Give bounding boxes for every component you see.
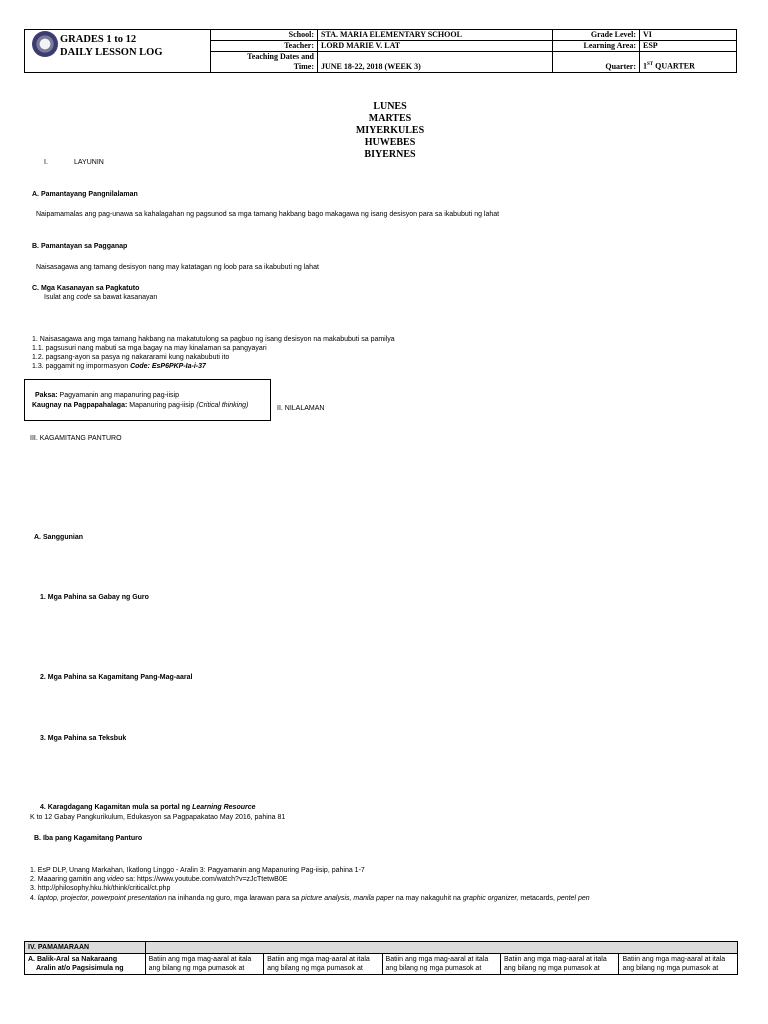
paksa-box — [24, 379, 271, 421]
balik-aral-label — [25, 954, 146, 975]
day-huwebes: HUWEBES — [364, 137, 416, 148]
day-biyernes: BIYERNES — [364, 149, 416, 160]
cell-line2: ang bilang ng mga pumasok at — [504, 965, 600, 972]
kaugnay-label: Kaugnay na Pagpapahalaga: — [32, 402, 128, 409]
cell-line1: Batiin ang mga mag-aaral at itala — [267, 956, 370, 963]
deped-seal-icon — [32, 31, 58, 57]
cell-line1: Batiin ang mga mag-aaral at itala — [385, 956, 489, 963]
day-lunes: LUNES — [373, 101, 407, 112]
learning-area-value: ESP — [640, 41, 737, 52]
pamantayang-pangnilalaman-heading: A. Pamantayang Pangnilalaman — [32, 191, 138, 198]
kasanayan-sub-post: sa bawat kasanayan — [91, 294, 158, 301]
sanggunian-heading: A. Sanggunian — [34, 534, 83, 541]
kagamitang-panturo-heading: III. KAGAMITANG PANTURO — [30, 435, 122, 442]
grade-level-label: Grade Level: — [553, 30, 640, 41]
kasanayan-item-1-2: 1.2. pagsang-ayon sa pasya ng nakararami kung nakabubuti ito — [32, 354, 230, 361]
kasanayan-item-1-1: 1.1. pagsusuri nang mabuti sa mga bagay na may kinalaman sa pangyayari — [32, 345, 267, 352]
reference-3: 3. http://philosophy.hku.hk/think/critical/ct.php — [30, 885, 171, 892]
reference-4 — [30, 894, 590, 903]
school-label: School: — [211, 30, 318, 41]
reference-2 — [30, 875, 287, 884]
pamamaraan-heading-fill — [145, 942, 737, 954]
cell-line1: Batiin ang mga mag-aaral at itala — [622, 956, 726, 963]
paksa-label: Paksa: — [35, 392, 58, 399]
reference-4-num: 4. — [30, 895, 38, 902]
nilalaman-heading: II. NILALAMAN — [277, 405, 325, 412]
kasanayan-sub-italic: code — [76, 294, 92, 301]
reference-2-pre: 2. Maaaring gamitin ang — [30, 876, 108, 883]
day-martes: MARTES — [368, 113, 412, 124]
gabay-guro-heading: 1. Mga Pahina sa Gabay ng Guro — [40, 594, 149, 601]
grade-level-value: VI — [640, 30, 737, 41]
balik-aral-lunes — [145, 954, 263, 975]
learning-area-label: Learning Area: — [553, 41, 640, 52]
kagamitang-pang-mag-aaral-heading: 2. Mga Pahina sa Kagamitang Pang-Mag-aaral — [40, 674, 193, 681]
dates-label — [211, 52, 318, 73]
layunin-number: I. — [44, 159, 48, 166]
balik-aral-huwebes — [501, 954, 619, 975]
reference-4-italic-3: graphic organizer, — [462, 895, 519, 902]
quarter-value — [640, 52, 737, 73]
header-title — [60, 33, 163, 59]
kaugnay-line — [32, 401, 248, 410]
kaugnay-value: Mapanuring pag-iisip — [127, 402, 197, 409]
balik-aral-martes — [264, 954, 382, 975]
dates-label-line2: Time: — [293, 62, 314, 71]
iba-pang-kagamitan-heading: B. Iba pang Kagamitang Panturo — [34, 835, 143, 842]
karagdagang-pre: 4. Karagdagang Kagamitan mula sa portal ng — [40, 804, 193, 811]
reference-2-post: sa: https://www.youtube.com/watch?v=zJcTtetwB0E — [123, 876, 288, 883]
header-title-line1: GRADES 1 to 12 — [60, 34, 137, 45]
kasanayan-subtext — [44, 293, 157, 302]
balik-aral-label-line1: A. Balik-Aral sa Nakaraang — [28, 956, 118, 963]
cell-line2: ang bilang ng mga pumasok at — [148, 965, 245, 972]
reference-2-italic: video — [107, 876, 124, 883]
kasanayan-item-1-3-text: 1.3. paggamit ng impormasyon — [32, 363, 131, 370]
quarter-value-sup: ST — [647, 62, 654, 68]
cell-line2: ang bilang ng mga pumasok at — [385, 965, 482, 972]
teacher-value: LORD MARIE V. LAT — [318, 41, 553, 52]
balik-aral-miyerkules — [382, 954, 500, 975]
kaugnay-italic: (Critical thinking) — [196, 402, 249, 409]
teacher-label: Teacher: — [211, 41, 318, 52]
reference-4-text-3: metacards, — [518, 895, 557, 902]
pamamaraan-heading: IV. PAMAMARAAN — [25, 942, 146, 954]
days-list — [300, 101, 480, 161]
pamamaraan-table — [24, 941, 738, 975]
reference-4-italic-1: laptop, projector, powerpoint presentation — [37, 895, 167, 902]
reference-1: 1. EsP DLP, Unang Markahan, Ikatlong Linggo - Aralin 3: Pagyamanin ang Mapanuring Pag-iisip, pahina 1-7 — [30, 867, 365, 874]
kasanayan-code: Code: EsP6PKP-Ia-i-37 — [130, 363, 206, 370]
pamantayang-pangnilalaman-text: Naipamamalas ang pag-unawa sa kahalagahan ng pagsunod sa mga tamang hakbang bago makagawa ng isang desisyon para sa ikabubuti ng lahat — [36, 211, 500, 218]
cell-line2: ang bilang ng mga pumasok at — [267, 965, 363, 972]
karagdagang-kagamitan-heading — [40, 803, 256, 812]
kasanayan-item-1-3 — [32, 362, 206, 371]
quarter-value-text: QUARTER — [653, 62, 695, 71]
header-title-line2: DAILY LESSON LOG — [60, 47, 163, 58]
layunin-heading: LAYUNIN — [74, 159, 104, 166]
cell-line1: Batiin ang mga mag-aaral at itala — [148, 956, 252, 963]
kasanayan-heading: C. Mga Kasanayan sa Pagkatuto — [32, 285, 140, 292]
reference-4-text-1: na inihanda ng guro, mga larawan para sa — [166, 895, 302, 902]
reference-4-text-2: na may nakaguhit na — [393, 895, 463, 902]
cell-line1: Batiin ang mga mag-aaral at itala — [504, 956, 607, 963]
pamantayan-pagganap-heading: B. Pamantayan sa Pagganap — [32, 243, 128, 250]
day-miyerkules: MIYERKULES — [355, 125, 425, 136]
dates-value: JUNE 18-22, 2018 (WEEK 3) — [318, 52, 553, 73]
teksbuk-heading: 3. Mga Pahina sa Teksbuk — [40, 735, 127, 742]
dates-label-line1: Teaching Dates and — [247, 52, 314, 61]
k12-reference: K to 12 Gabay Pangkurikulum, Edukasyon sa Pagpapakatao May 2016, pahina 81 — [30, 814, 286, 821]
kasanayan-item-1: 1. Naisasagawa ang mga tamang hakbang na makatutulong sa pagbuo ng isang desisyon na makabubuti sa pamilya — [32, 336, 395, 343]
reference-4-italic-2: picture analysis, manila paper — [301, 895, 394, 902]
balik-aral-label-line2: Aralin at/o Pagsisimula ng — [36, 965, 124, 972]
pamantayan-pagganap-text: Naisasagawa ang tamang desisyon nang may katatagan ng loob para sa ikabubuti ng lahat — [36, 264, 319, 271]
karagdagang-italic: Learning Resource — [192, 804, 256, 811]
header-info-table — [210, 29, 737, 73]
quarter-value-num: 1 — [643, 62, 647, 71]
quarter-label: Quarter: — [553, 52, 640, 73]
balik-aral-biyernes — [619, 954, 738, 975]
paksa-value: Pagyamanin ang mapanuring pag-iisip — [57, 392, 179, 399]
school-value: STA. MARIA ELEMENTARY SCHOOL — [318, 30, 553, 41]
kasanayan-sub-pre: Isulat ang — [44, 294, 77, 301]
cell-line2: ang bilang ng mga pumasok at — [622, 965, 719, 972]
reference-4-italic-4: pentel pen — [556, 895, 590, 902]
paksa-line — [35, 391, 179, 400]
